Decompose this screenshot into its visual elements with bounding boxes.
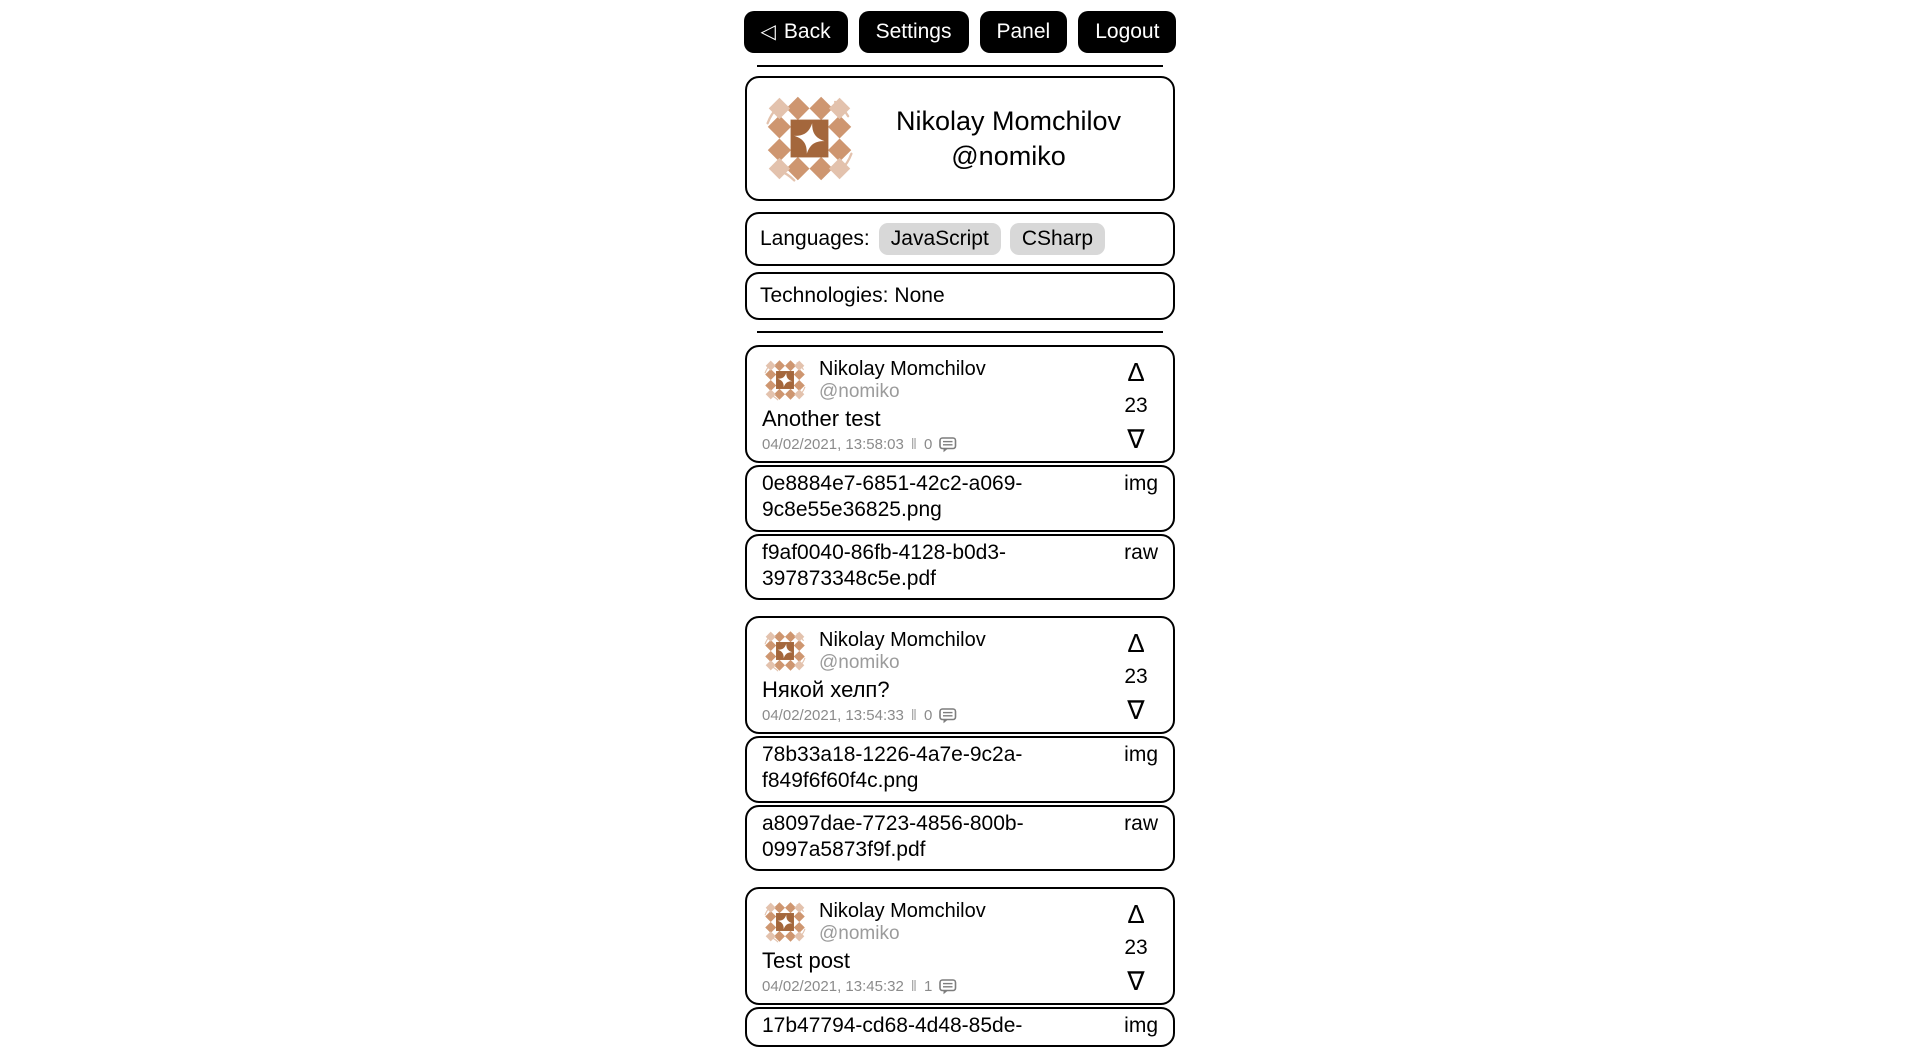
back-button-label: Back <box>783 20 831 43</box>
post-author-handle: @nomiko <box>819 651 900 673</box>
profile-name-block <box>858 104 1159 174</box>
post-timestamp: 04/02/2021, 13:58:03 <box>762 436 904 454</box>
post-meta <box>762 436 1114 453</box>
settings-button[interactable]: Settings <box>859 11 969 53</box>
attachments <box>745 1007 1175 1047</box>
attachment-type-badge: img <box>1124 743 1158 767</box>
attachment-filename: 78b33a18-1226-4a7e-9c2a-f849f6f60f4c.png <box>762 743 1023 793</box>
attachment-filename: a8097dae-7723-4856-800b-0997a5873f9f.pdf <box>762 811 1024 861</box>
attachment-row[interactable] <box>745 465 1175 532</box>
attachment-type-badge: img <box>1124 472 1158 496</box>
meta-separator: ‖ <box>910 707 917 725</box>
post-meta <box>762 707 1114 724</box>
topbar <box>0 0 1920 53</box>
vote-count: 23 <box>1124 664 1148 688</box>
attachment-type-badge: raw <box>1124 811 1158 835</box>
post-title: Another test <box>762 406 881 432</box>
attachment-type-badge: raw <box>1124 540 1158 564</box>
upvote-button[interactable]: Δ <box>1127 357 1145 388</box>
divider-top <box>757 65 1163 67</box>
comment-bubble-icon <box>939 708 957 724</box>
content-column <box>745 65 1175 1047</box>
post-title: Test post <box>762 948 851 974</box>
attachment-row[interactable] <box>745 805 1175 872</box>
attachments <box>745 736 1175 871</box>
post-author-row <box>762 357 1114 403</box>
post-group <box>745 345 1175 600</box>
post-group <box>745 616 1175 871</box>
post-author-names <box>819 628 986 674</box>
technologies-value: None <box>894 284 945 308</box>
technologies-label: Technologies: <box>760 284 889 308</box>
post-comment-count: 0 <box>924 707 933 725</box>
post-timestamp: 04/02/2021, 13:45:32 <box>762 978 904 996</box>
post-timestamp: 04/02/2021, 13:54:33 <box>762 707 904 725</box>
post-group <box>745 887 1175 1047</box>
languages-card <box>745 212 1175 266</box>
post-author-row <box>762 899 1114 945</box>
profile-handle: @nomiko <box>951 140 1066 171</box>
meta-separator: ‖ <box>910 978 917 996</box>
post-avatar-identicon <box>762 357 808 403</box>
attachments <box>745 465 1175 600</box>
vote-count: 23 <box>1124 393 1148 417</box>
divider-posts <box>757 331 1163 333</box>
meta-separator: ‖ <box>910 436 917 454</box>
post-votes <box>1114 628 1158 724</box>
post-title: Някой хелп? <box>762 677 890 703</box>
back-button[interactable] <box>744 11 848 53</box>
attachment-filename: 0e8884e7-6851-42c2-a069-9c8e55e36825.png <box>762 472 1023 522</box>
downvote-button[interactable]: ∇ <box>1127 695 1145 726</box>
upvote-button[interactable]: Δ <box>1127 899 1145 930</box>
logout-button[interactable]: Logout <box>1078 11 1176 53</box>
downvote-button[interactable]: ∇ <box>1127 424 1145 455</box>
post-avatar-identicon <box>762 899 808 945</box>
downvote-button[interactable]: ∇ <box>1127 966 1145 997</box>
post-author-names <box>819 899 986 945</box>
technologies-card <box>745 272 1175 320</box>
back-arrow-icon: ◁ <box>760 21 776 44</box>
post-main <box>762 357 1114 453</box>
panel-button[interactable]: Panel <box>980 11 1068 53</box>
post-author-names <box>819 357 986 403</box>
post-card[interactable] <box>745 616 1175 734</box>
post-card[interactable] <box>745 345 1175 463</box>
profile-card <box>745 76 1175 201</box>
post-main <box>762 899 1114 995</box>
post-votes <box>1114 899 1158 995</box>
attachment-type-badge: img <box>1124 1014 1158 1038</box>
upvote-button[interactable]: Δ <box>1127 628 1145 659</box>
profile-avatar-identicon <box>761 90 858 187</box>
post-avatar-identicon <box>762 628 808 674</box>
post-author-name: Nikolay Momchilov <box>819 358 986 381</box>
post-card[interactable] <box>745 887 1175 1005</box>
language-tag-javascript: JavaScript <box>879 223 1001 255</box>
post-votes <box>1114 357 1158 453</box>
post-meta <box>762 978 1114 995</box>
post-comment-count: 0 <box>924 436 933 454</box>
attachment-filename: f9af0040-86fb-4128-b0d3-397873348c5e.pdf <box>762 540 1007 590</box>
attachment-row[interactable] <box>745 736 1175 803</box>
post-author-handle: @nomiko <box>819 922 900 944</box>
comment-bubble-icon <box>939 437 957 453</box>
posts-list <box>745 345 1175 1047</box>
post-author-row <box>762 628 1114 674</box>
vote-count: 23 <box>1124 935 1148 959</box>
attachment-filename: 17b47794-cd68-4d48-85de- <box>762 1014 1023 1038</box>
comment-bubble-icon <box>939 979 957 995</box>
language-tag-csharp: CSharp <box>1010 223 1105 255</box>
attachment-row[interactable] <box>745 534 1175 601</box>
post-author-name: Nikolay Momchilov <box>819 900 986 923</box>
post-comment-count: 1 <box>924 978 933 996</box>
profile-name: Nikolay Momchilov <box>895 105 1122 136</box>
post-author-handle: @nomiko <box>819 380 900 402</box>
languages-label: Languages: <box>760 227 870 251</box>
post-main <box>762 628 1114 724</box>
attachment-row[interactable] <box>745 1007 1175 1047</box>
post-author-name: Nikolay Momchilov <box>819 629 986 652</box>
